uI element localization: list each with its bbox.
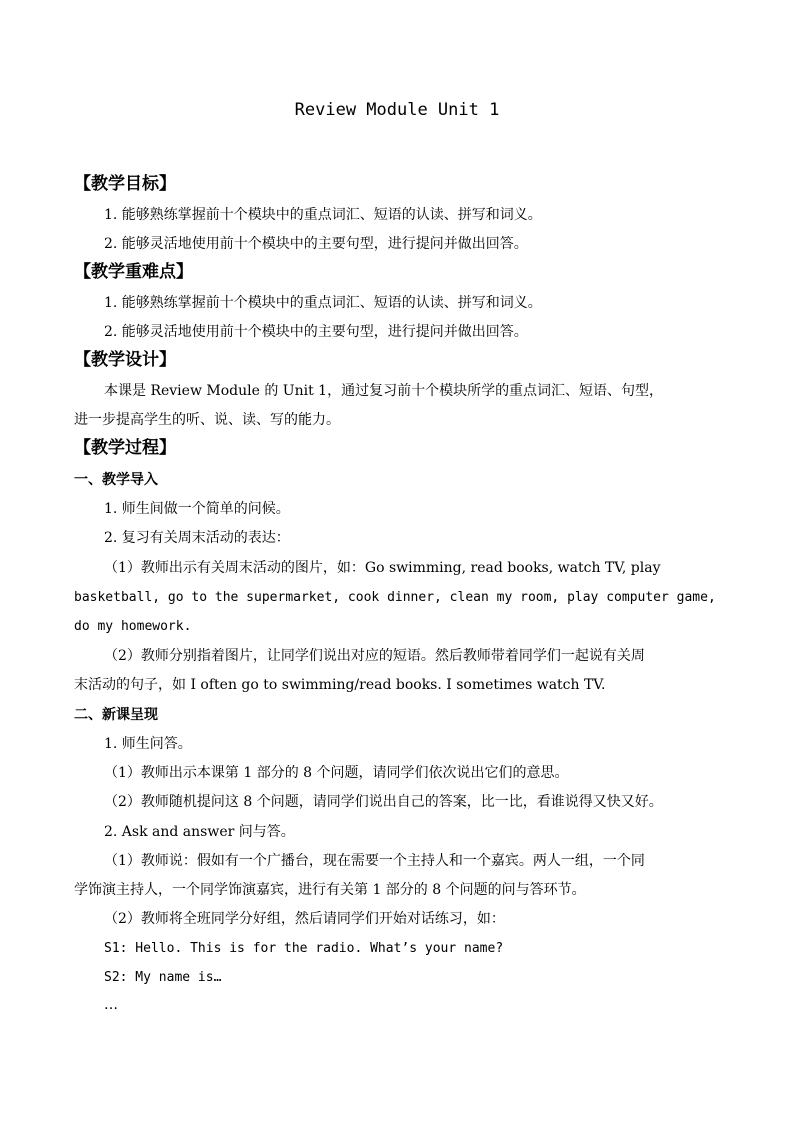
part1-sub2-line-2: 末活动的句子，如 I often go to swimming/read books. I sometimes watch TV. (74, 677, 606, 693)
design-heading: 【教学设计】 (74, 350, 176, 370)
part2-item2-sub-2: （2）教师将全班同学分好组，然后请同学们开始对话练习，如： (104, 911, 505, 927)
design-paragraph-line-1: 本课是 Review Module 的 Unit 1，通过复习前十个模块所学的重点词汇、短语、句型， (104, 383, 664, 399)
part2-item-1: 1. 师生问答。 (104, 736, 192, 752)
design-paragraph-line-2: 进一步提高学生的听、说、读、写的能力。 (74, 412, 340, 428)
part2-item1-sub-2: （2）教师随机提问这 8 个问题，请同学们说出自己的答案，比一比，看谁说得又快又好。 (104, 794, 663, 810)
part2-item1-sub-1: （1）教师出示本课第 1 部分的 8 个问题，请同学们依次说出它们的意思。 (104, 765, 569, 781)
process-heading: 【教学过程】 (74, 438, 176, 458)
dialog-ellipsis: … (104, 997, 118, 1013)
key-points-heading: 【教学重难点】 (74, 262, 193, 282)
key-point-item-2: 2. 能够灵活地使用前十个模块中的主要句型，进行提问并做出回答。 (104, 324, 528, 340)
part1-sub2-line-1: （2）教师分别指着图片，让同学们说出对应的短语。然后教师带着同学们一起说有关周 (104, 648, 645, 664)
part1-sub1-line-1: （1）教师出示有关周末活动的图片，如：Go swimming, read books, watch TV, play (104, 560, 661, 576)
part2-item2-sub1-line-2: 学饰演主持人，一个同学饰演嘉宾，进行有关第 1 部分的 8 个问题的问与答环节。 (74, 882, 586, 898)
objective-item-2: 2. 能够灵活地使用前十个模块中的主要句型，进行提问并做出回答。 (104, 236, 528, 252)
part1-sub1-line-2: basketball, go to the supermarket, cook dinner, clean my room, play computer game, (74, 590, 716, 605)
key-point-item-1: 1. 能够熟练掌握前十个模块中的重点词汇、短语的认读、拼写和词义。 (104, 295, 542, 311)
part1-item-2: 2. 复习有关周末活动的表达： (104, 530, 290, 546)
part2-item2-sub1-line-1: （1）教师说：假如有一个广播台，现在需要一个主持人和一个嘉宾。两人一组，一个同 (104, 853, 645, 869)
part1-item-1: 1. 师生间做一个简单的问候。 (104, 501, 290, 517)
dialog-line-2: S2: My name is… (104, 970, 222, 985)
document-title: Review Module Unit 1 (294, 100, 500, 120)
part1-sub1-line-3: do my homework. (74, 619, 192, 634)
part1-heading: 一、教学导入 (74, 472, 158, 488)
part2-item-2: 2. Ask and answer 问与答。 (104, 824, 295, 840)
objective-item-1: 1. 能够熟练掌握前十个模块中的重点词汇、短语的认读、拼写和词义。 (104, 207, 542, 223)
dialog-line-1: S1: Hello. This is for the radio. What’s your name? (104, 941, 504, 956)
objectives-heading: 【教学目标】 (74, 174, 176, 194)
part2-heading: 二、新课呈现 (74, 707, 158, 723)
